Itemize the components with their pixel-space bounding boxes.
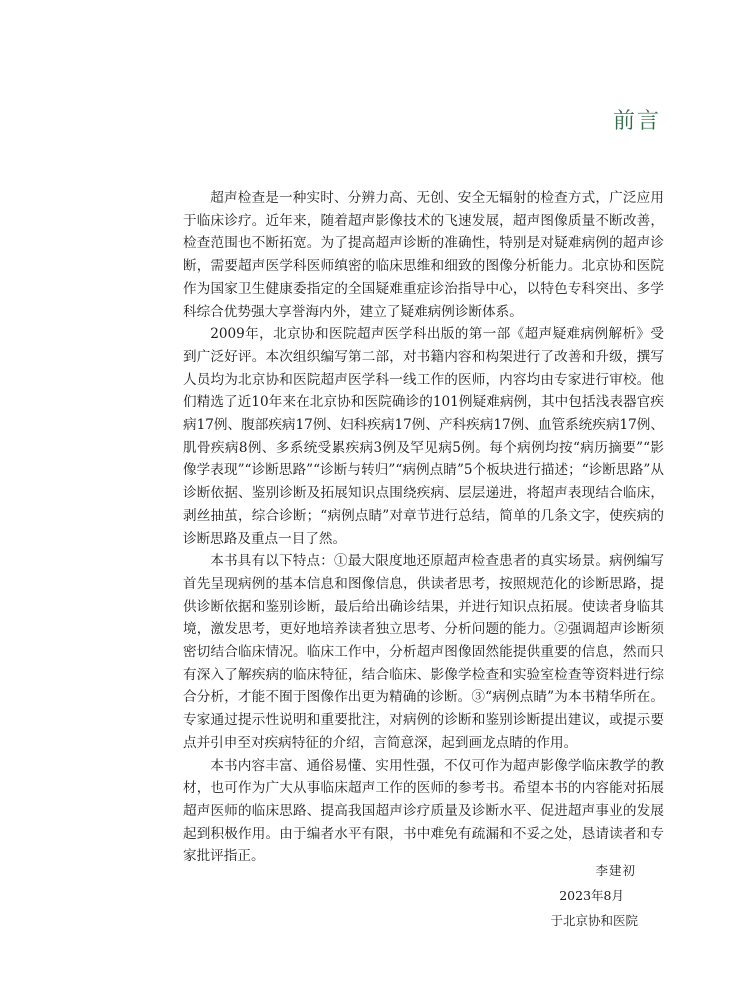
signature-block bbox=[438, 858, 638, 933]
signature-name: 李建初 bbox=[595, 863, 636, 878]
paragraph-3: 本书具有以下特点：①最大限度地还原超声检查患者的真实场景。病例编写首先呈现病例的基本信息和图像信息，供读者思考，按照规范化的诊断思路，提供诊断依据和鉴别诊断，最后给出确诊结果，并进行知识点拓展。使读者身临其境，激发思考，更好地培养读者独立思考、分析问题的能力。②强调超声诊断须密切结合临床情况。临床工作中，分析超声图像固然能提供重要的信息，然而只有深入了解疾病的临床特征，结合临床、影像学检查和实验室检查等资料进行综合分析，才能不囿于图像作出更为精确的诊断。③“病例点睛”为本书精华所在。专家通过提示性说明和重要批注，对病例的诊断和鉴别诊断提出建议，或提示要点并引申至对疾病特征的介绍，言简意深，起到画龙点睛的作用。 bbox=[183, 553, 664, 751]
paragraph-2: 2009年，北京协和医院超声医学科出版的第一部《超声疑难病例解析》受到广泛好评。本次组织编写第二部，对书籍内容和构架进行了改善和升级，撰写人员均为北京协和医院超声医学科一线工作的医师，内容均由专家进行审校。他们精选了近10年来在北京协和医院确诊的101例疑难病例，其中包括浅表器官疾病17例、腹部疾病17例、妇科疾病17例、产科疾病17例、血管系统疾病17例、肌骨疾病8例、多系统受累疾病3例及罕见病5例。每个病例均按“病历摘要”“影像学表现”“诊断思路”“诊断与转归”“病例点睛”5个板块进行描述；“诊断思路”从诊断依据、鉴别诊断及拓展知识点围绕疾病、层层递进，将超声表现结合临床，剥丝抽茧，综合诊断；“病例点睛”对章节进行总结，简单的几条文字，使疾病的诊断思路及重点一目了然。 bbox=[183, 326, 664, 547]
preface-body bbox=[183, 187, 664, 868]
page-title: 前言 bbox=[612, 109, 661, 134]
paragraph-4: 本书内容丰富、通俗易懂、实用性强，不仅可作为超声影像学临床教学的教材，也可作为广大从事临床超声工作的医师的参考书。希望本书的内容能对拓展超声医师的临床思路、提高我国超声诊疗质量及诊断水平、促进超声事业的发展起到积极作用。由于编者水平有限，书中难免有疏漏和不妥之处，恳请读者和专家批评指正。 bbox=[183, 757, 664, 865]
signature-place: 于北京协和医院 bbox=[550, 913, 638, 928]
signature-date: 2023年8月 bbox=[559, 888, 624, 903]
paragraph-1: 超声检查是一种实时、分辨力高、无创、安全无辐射的检查方式，广泛应用于临床诊疗。近年来，随着超声影像技术的飞速发展，超声图像质量不断改善，检查范围也不断拓宽。为了提高超声诊断的准确性，特别是对疑难病例的超声诊断，需要超声医学科医师缜密的临床思维和细致的图像分析能力。北京协和医院作为国家卫生健康委指定的全国疑难重症诊治指导中心，以特色专科突出、多学科综合优势强大享誉海内外，建立了疑难病例诊断体系。 bbox=[183, 190, 664, 320]
